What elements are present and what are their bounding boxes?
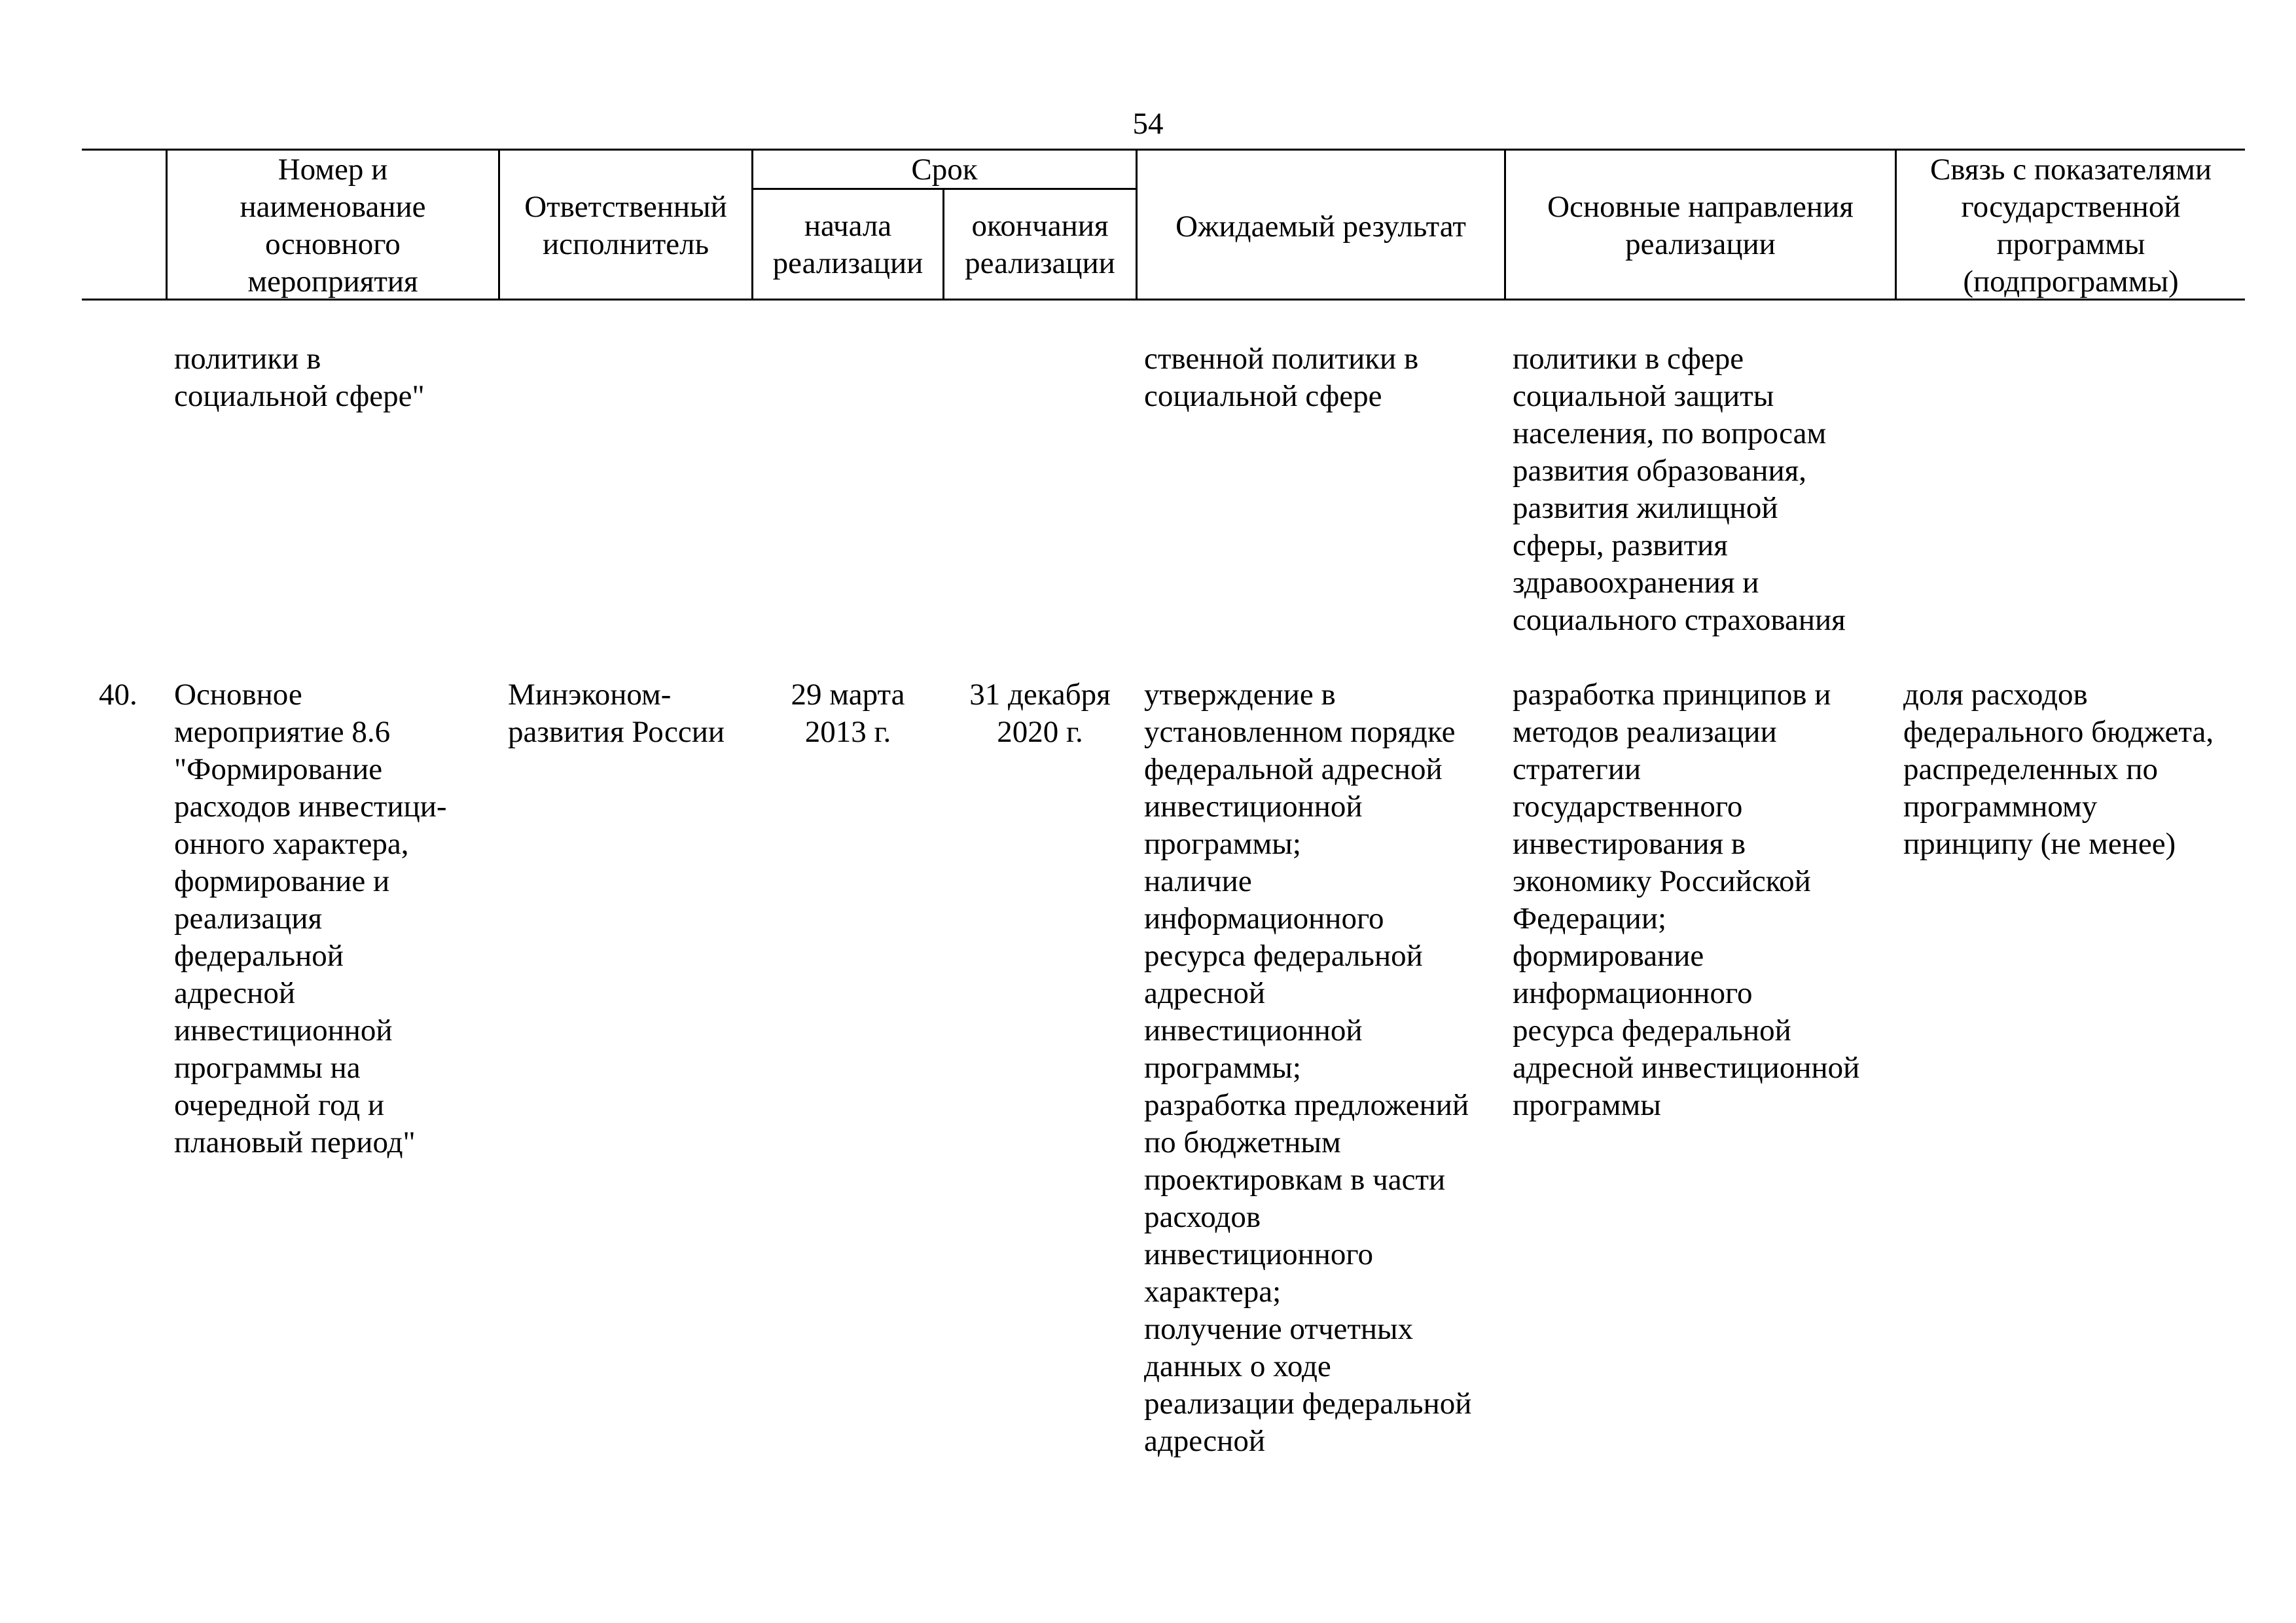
row-40-term-end: 31 декабря 2020 г. [969, 678, 1111, 749]
row-40-main-directions: разработка принципов и методов реализации стратегии государственного инвестирования в экономику Российской Федерации; формирование информационного ресурса федеральной адресной инвестиционной программы [1513, 678, 1860, 1122]
header-responsible: Ответственный исполнитель [524, 190, 727, 261]
row-40-indicators-link: доля расходов федерального бюджета, распределенных по программному принципу (не менее) [1903, 678, 2214, 861]
header-main-directions: Основные направления реализации [1547, 190, 1854, 261]
row-40-responsible: Минэконом- развития России [508, 678, 725, 749]
header-expected-result: Ожидаемый результат [1175, 210, 1466, 244]
header-indicators-link: Связь с показателями государственной программы (подпрограммы) [1929, 153, 2212, 299]
row-40-name: Основное мероприятие 8.6 "Формирование расходов инвестици- онного характера, формирование и реализация федеральной адресной инвестиционной программы на очередной год и плановый период" [174, 678, 447, 1159]
header-term: Срок [911, 153, 978, 187]
header-term-end: окончания реализации [965, 209, 1115, 280]
row-40-number: 40. [99, 678, 137, 712]
table-top-border [82, 149, 2245, 151]
continuation-expected-result: ственной политики в социальной сфере [1144, 342, 1419, 413]
row-40-expected-result: утверждение в установленном порядке федеральной адресной инвестиционной программы; наличие информационного ресурса федеральной адресной инвестиционной программы; разработка предложений по бюджетным проектировкам в части расходов инвестиционного характера; получение отчетных данных о ходе реализации федеральной адресной [1144, 678, 1472, 1458]
header-term-start: начала реализации [772, 209, 924, 280]
page-number: 54 [1132, 107, 1164, 141]
row-40-term-start: 29 марта 2013 г. [791, 678, 905, 749]
header-number-name: Номер и наименование основного мероприятия [240, 153, 426, 299]
continuation-main-directions: политики в сфере социальной защиты населения, по вопросам развития образования, развития жилищной сферы, развития здравоохранения и социального страхования [1513, 342, 1846, 637]
continuation-name: политики в социальной сфере" [174, 342, 425, 413]
